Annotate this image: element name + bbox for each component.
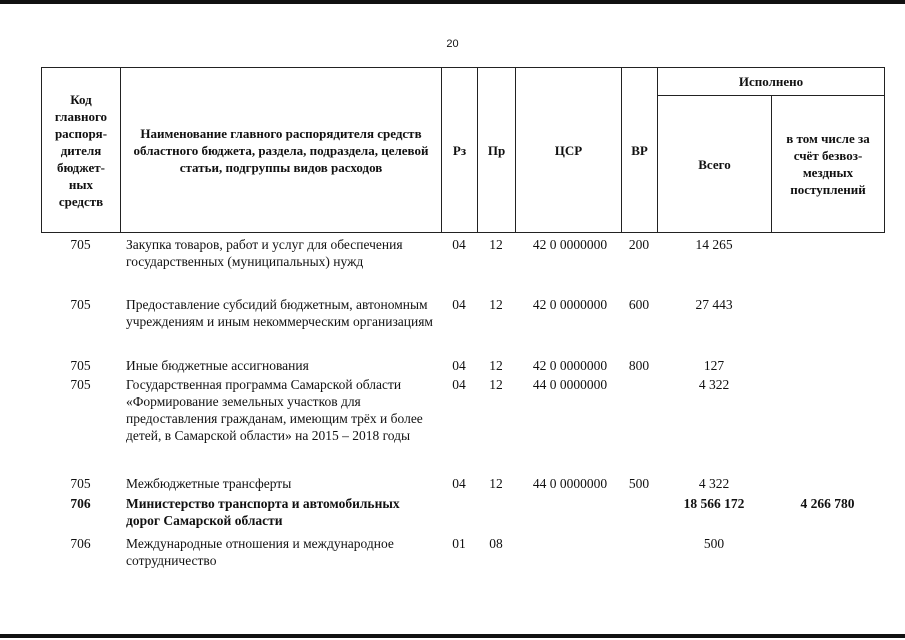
header-rz: Рз xyxy=(442,68,478,233)
row-total: 127 xyxy=(703,358,725,373)
row-rz: 04 xyxy=(452,476,466,491)
header-csr: ЦСР xyxy=(516,68,622,233)
table-row xyxy=(41,376,884,462)
row-code: 705 xyxy=(70,358,91,373)
row-vr: 800 xyxy=(628,358,650,373)
row-code: 705 xyxy=(70,377,91,392)
row-rz: 01 xyxy=(452,536,466,551)
row-name: Закупка товаров, работ и услуг для обеспечения государственных (муниципальных) нужд xyxy=(126,237,403,269)
row-rz: 04 xyxy=(452,237,466,252)
row-name: Государственная программа Самарской области «Формирование земельных участков для предоставления гражданам, имеющим трёх и более детей, в Самарской области» на 2015 – 2018 годы xyxy=(126,377,423,443)
row-rz: 04 xyxy=(452,297,466,312)
table-row xyxy=(41,475,884,493)
row-name: Международные отношения и международное сотрудничество xyxy=(126,536,394,568)
table-row xyxy=(41,296,884,348)
row-rz: 04 xyxy=(452,358,466,373)
header-code: Код главного распоря- дителя бюджет- ных средств xyxy=(42,68,121,233)
row-name: Межбюджетные трансферты xyxy=(126,476,292,491)
row-pr: 12 xyxy=(489,237,503,252)
row-name: Министерство транспорта и автомобильных дорог Самарской области xyxy=(126,496,400,528)
row-name: Предоставление субсидий бюджетным, автономным учреждениям и иным некоммерческим организациям xyxy=(126,297,433,329)
header-executed: Исполнено xyxy=(658,68,885,96)
row-vr: 600 xyxy=(628,297,650,312)
table-row xyxy=(41,535,884,571)
header-total: Всего xyxy=(658,96,772,233)
row-vr: 200 xyxy=(628,237,650,252)
row-pr: 12 xyxy=(489,297,503,312)
header-free-receipts: в том числе за счёт безвоз-мездных поступлений xyxy=(772,96,885,233)
row-vr: 500 xyxy=(628,476,650,491)
header-name: Наименование главного распорядителя средств областного бюджета, раздела, подраздела, целевой статьи, подгруппы видов расходов xyxy=(121,68,442,233)
table-row xyxy=(41,357,884,375)
row-pr: 08 xyxy=(489,536,503,551)
row-free: 4 266 780 xyxy=(800,496,855,511)
header-vr: ВР xyxy=(622,68,658,233)
row-csr: 42 0 0000000 xyxy=(532,297,608,312)
table-row xyxy=(41,236,884,288)
table-header xyxy=(41,67,885,233)
row-total: 4 322 xyxy=(698,476,730,491)
row-csr: 42 0 0000000 xyxy=(532,358,608,373)
row-name: Иные бюджетные ассигнования xyxy=(126,358,309,373)
row-csr: 44 0 0000000 xyxy=(532,476,608,491)
header-pr: Пр xyxy=(478,68,516,233)
row-pr: 12 xyxy=(489,377,503,392)
row-total: 27 443 xyxy=(695,297,733,312)
row-pr: 12 xyxy=(489,476,503,491)
row-csr: 44 0 0000000 xyxy=(532,377,608,392)
row-total: 4 322 xyxy=(698,377,730,392)
page-number: 20 xyxy=(446,38,459,50)
table-row xyxy=(41,495,884,531)
bottom-border-rule xyxy=(0,634,905,638)
row-pr: 12 xyxy=(489,358,503,373)
row-code: 706 xyxy=(70,536,91,551)
row-code: 706 xyxy=(70,496,91,511)
row-total: 18 566 172 xyxy=(683,496,745,511)
row-total: 500 xyxy=(703,536,725,551)
row-code: 705 xyxy=(70,476,91,491)
row-total: 14 265 xyxy=(695,237,733,252)
top-border-rule xyxy=(0,0,905,4)
row-csr: 42 0 0000000 xyxy=(532,237,608,252)
row-code: 705 xyxy=(70,237,91,252)
row-rz: 04 xyxy=(452,377,466,392)
row-code: 705 xyxy=(70,297,91,312)
